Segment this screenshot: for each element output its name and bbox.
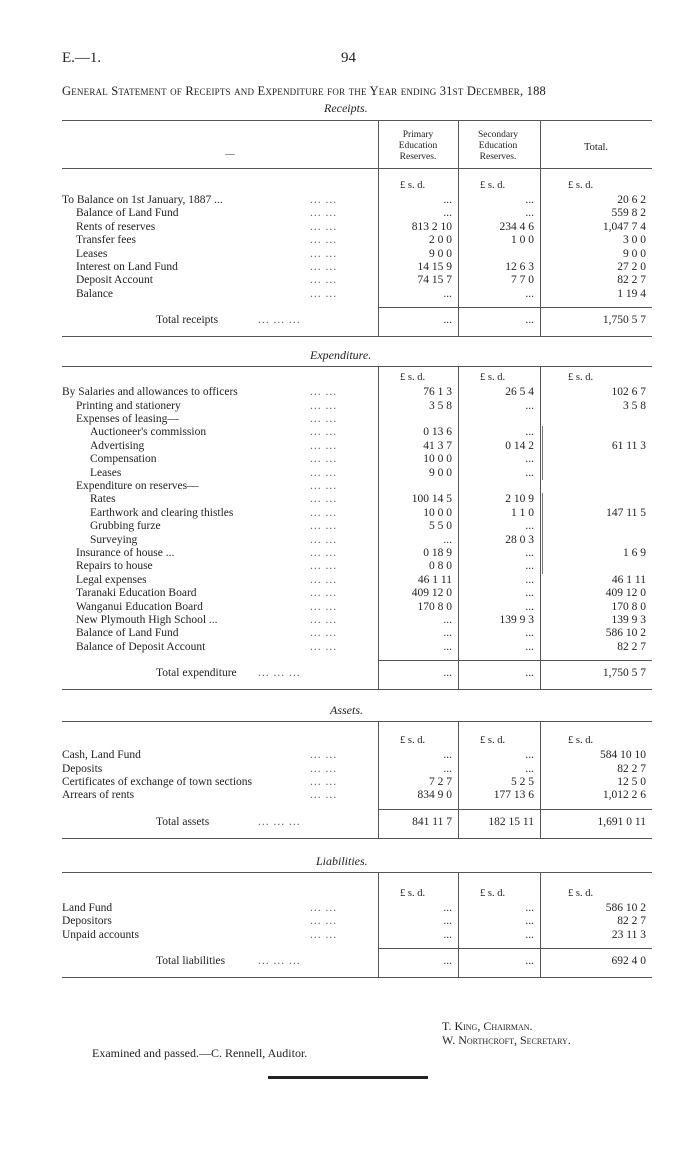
- assets-total-total: 1,691 0 11: [597, 815, 646, 828]
- expenditure-total-primary: ...: [443, 667, 452, 680]
- expenditure-top-rule: [62, 366, 652, 367]
- expenditure-row-primary: 5 5 0: [429, 520, 452, 533]
- expenditure-row-label: Earthwork and clearing thistles: [90, 506, 234, 519]
- expenditure-row-primary: ...: [443, 640, 452, 653]
- expenditure-row-total: 586 10 2: [605, 627, 646, 640]
- chairman-text: T. King, Chairman.: [442, 1019, 533, 1033]
- expenditure-row-secondary: ...: [525, 627, 534, 640]
- receipts-total-secondary: ...: [525, 314, 534, 327]
- assets-subtotal-rule: [378, 809, 652, 810]
- units-label: £ s. d.: [568, 180, 594, 191]
- dot-leader: ... ...: [310, 439, 338, 452]
- receipts-row-secondary: 7 7 0: [511, 274, 534, 287]
- liabilities-column-rule: [540, 872, 541, 977]
- dot-leader: ... ...: [310, 287, 338, 300]
- dot-leader: ... ...: [310, 533, 338, 546]
- assets-column-rule: [378, 721, 379, 838]
- dot-leader: ... ... ...: [258, 667, 301, 680]
- liabilities-row-secondary: ...: [525, 901, 534, 914]
- expenditure-row-secondary: 139 9 3: [499, 614, 534, 626]
- receipts-row-primary: 74 15 7: [417, 274, 452, 287]
- receipts-total-primary: ...: [443, 314, 452, 327]
- expenditure-title: Expenditure.: [310, 348, 372, 363]
- assets-row-total: 82 2 7: [617, 762, 646, 775]
- dot-leader: ... ...: [310, 399, 338, 412]
- liabilities-row-primary: ...: [443, 901, 452, 914]
- assets-row-primary: 7 2 7: [429, 776, 452, 788]
- receipts-row-secondary: ...: [525, 207, 534, 220]
- expenditure-row-primary: 170 8 0: [417, 600, 452, 613]
- expenditure-row-secondary: ...: [525, 453, 534, 466]
- expenditure-subtotal-rule: [378, 660, 652, 661]
- expenditure-row-secondary: ...: [525, 520, 534, 533]
- expenditure-row-total: 102 6 7: [611, 386, 646, 399]
- expenditure-row-primary: ...: [443, 614, 452, 626]
- dot-leader: ... ...: [310, 789, 338, 802]
- dot-leader: ... ...: [310, 480, 338, 492]
- expenditure-row-secondary: ...: [525, 587, 534, 600]
- receipts-row-label: Rents of reserves: [76, 220, 156, 233]
- receipts-subtotal-rule: [378, 307, 652, 308]
- expenditure-row-label: Expenses of leasing—: [76, 413, 179, 425]
- assets-total-primary: 841 11 7: [412, 815, 452, 828]
- liabilities-total-total: 692 4 0: [611, 955, 646, 967]
- receipts-row-total: 1 19 4: [617, 287, 646, 300]
- dot-leader: ... ...: [310, 453, 338, 466]
- units-label: £ s. d.: [400, 372, 426, 384]
- liabilities-row-label: Unpaid accounts: [62, 928, 139, 941]
- liabilities-title: Liabilities.: [316, 853, 368, 868]
- units-label: £ s. d.: [480, 887, 506, 899]
- document-code: E.—1.: [62, 50, 102, 66]
- assets-top-rule: [62, 721, 652, 722]
- receipts-row-total: 1,047 7 4: [602, 220, 646, 233]
- page-number: 94: [341, 50, 356, 66]
- dot-leader: ... ...: [310, 749, 338, 762]
- units-label: £ s. d.: [568, 887, 594, 899]
- liabilities-top-rule: [62, 872, 652, 873]
- liabilities-row-total: 82 2 7: [617, 915, 646, 928]
- dot-leader: ... ...: [310, 587, 338, 600]
- expenditure-row-total: 147 11 5: [606, 506, 646, 519]
- receipts-row-secondary: 234 4 6: [499, 220, 534, 233]
- expenditure-row-primary: 0 8 0: [429, 560, 452, 573]
- dot-leader: ... ...: [310, 614, 338, 626]
- expenditure-row-secondary: 28 0 3: [505, 533, 534, 546]
- dot-leader: ... ...: [310, 506, 338, 519]
- liabilities-row-primary: ...: [443, 928, 452, 941]
- expenditure-row-label: Taranaki Education Board: [76, 587, 197, 600]
- assets-row-label: Deposits: [62, 762, 103, 775]
- receipts-row-label: Balance: [76, 287, 114, 300]
- auditor-note: [92, 1046, 307, 1061]
- assets-row-total: 1,012 2 6: [602, 789, 646, 802]
- dot-leader: ... ...: [310, 901, 338, 914]
- units-label: £ s. d.: [568, 372, 594, 384]
- receipts-column-rule: [458, 120, 459, 336]
- column-header-secondary: Secondary: [477, 130, 519, 140]
- expenditure-row-label: Advertising: [90, 439, 145, 452]
- receipts-row-label: Balance of Land Fund: [76, 207, 179, 220]
- receipts-row-primary: 9 0 0: [429, 247, 452, 260]
- receipts-column-rule: [378, 120, 379, 336]
- dot-leader: ... ...: [310, 560, 338, 573]
- expenditure-row-label: Compensation: [90, 453, 157, 466]
- column-header-secondary: Reserves.: [479, 152, 517, 162]
- expenditure-row-secondary: ...: [525, 466, 534, 479]
- column-header-primary: Education: [398, 141, 438, 151]
- receipts-header-rule: [62, 168, 652, 169]
- secretary-signature: [442, 1033, 571, 1048]
- expenditure-row-label: Expenditure on reserves—: [76, 480, 199, 492]
- expenditure-row-label: Auctioneer's commission: [90, 426, 207, 439]
- liabilities-bottom-rule: [62, 977, 652, 978]
- expenditure-row-secondary: 0 14 2: [505, 439, 534, 452]
- dot-leader: ... ...: [310, 600, 338, 613]
- dot-leader: ... ...: [310, 413, 338, 425]
- expenditure-row-label: Surveying: [90, 533, 138, 546]
- reserves-group-brace: [542, 493, 543, 547]
- receipts-row-primary: ...: [443, 287, 452, 300]
- assets-bottom-rule: [62, 838, 652, 839]
- receipts-title: Receipts.: [324, 101, 368, 115]
- expenditure-total-secondary: ...: [525, 667, 534, 680]
- expenditure-row-total: 170 8 0: [611, 600, 646, 613]
- receipts-top-rule: [62, 120, 652, 121]
- dot-leader: ... ...: [310, 762, 338, 775]
- liabilities-column-rule: [458, 872, 459, 977]
- dot-leader: ... ...: [310, 247, 338, 260]
- liabilities-row-secondary: ...: [525, 928, 534, 941]
- receipts-row-secondary: 1 0 0: [511, 234, 534, 247]
- liabilities-row-label: Land Fund: [62, 901, 113, 914]
- expenditure-row-total: 61 11 3: [611, 439, 646, 452]
- expenditure-row-total: 139 9 3: [611, 614, 646, 626]
- expenditure-row-primary: 10 0 0: [423, 506, 452, 519]
- expenditure-row-label: Printing and stationery: [76, 399, 181, 412]
- liabilities-subtotal-rule: [378, 948, 652, 949]
- assets-row-secondary: ...: [525, 749, 534, 762]
- dot-leader: ... ...: [310, 426, 338, 439]
- expenditure-row-label: Insurance of house ...: [76, 547, 175, 559]
- assets-row-secondary: 177 13 6: [493, 789, 534, 802]
- dot-leader: ... ...: [310, 274, 338, 287]
- receipts-row-total: 27 2 0: [617, 261, 646, 273]
- expenditure-row-primary: ...: [443, 533, 452, 546]
- receipts-column-rule: [540, 120, 541, 336]
- receipts-row-secondary: ...: [525, 287, 534, 300]
- secretary-text: W. Northcroft, Secretary.: [442, 1033, 571, 1047]
- dot-leader: ... ...: [310, 915, 338, 928]
- expenditure-row-secondary: ...: [525, 399, 534, 412]
- dot-leader: ... ... ...: [258, 314, 301, 327]
- receipts-row-total: 3 0 0: [623, 234, 646, 247]
- receipts-row-label: Deposit Account: [76, 274, 153, 287]
- expenditure-column-rule: [458, 366, 459, 689]
- dot-leader: ... ...: [310, 234, 338, 247]
- expenditure-row-total: 409 12 0: [605, 587, 646, 600]
- units-label: £ s. d.: [400, 180, 426, 191]
- assets-row-total: 584 10 10: [600, 749, 646, 762]
- dot-leader: ... ...: [310, 207, 338, 220]
- column-header-blank: —: [225, 150, 235, 160]
- expenditure-row-label: Legal expenses: [76, 573, 147, 586]
- assets-row-label: Cash, Land Fund: [62, 749, 141, 762]
- receipts-row-label: Leases: [76, 247, 108, 260]
- assets-title: Assets.: [330, 703, 363, 718]
- expenditure-row-label: Balance of Deposit Account: [76, 640, 206, 653]
- dot-leader: ... ...: [310, 573, 338, 586]
- closing-rule: [268, 1076, 428, 1079]
- liabilities-row-primary: ...: [443, 915, 452, 928]
- units-label: £ s. d.: [480, 735, 506, 747]
- expenditure-row-label: Leases: [90, 466, 122, 479]
- expenditure-row-label: New Plymouth High School ...: [76, 614, 218, 626]
- receipts-row-total: 559 8 2: [611, 207, 646, 220]
- column-header-secondary: Education: [478, 141, 518, 151]
- dot-leader: ... ...: [310, 493, 338, 506]
- receipts-row-label: To Balance on 1st January, 1887 ...: [62, 194, 223, 206]
- expenditure-row-label: Grubbing furze: [90, 520, 161, 533]
- expenditure-row-primary: 0 18 9: [423, 547, 452, 559]
- dot-leader: ... ...: [310, 928, 338, 941]
- dot-leader: ... ...: [310, 386, 338, 399]
- units-label: £ s. d.: [568, 735, 594, 747]
- expenditure-row-label: Rates: [90, 493, 116, 506]
- dot-leader: ... ... ...: [258, 955, 301, 967]
- dot-leader: ... ...: [310, 776, 338, 788]
- receipts-row-secondary: 12 6 3: [505, 261, 534, 273]
- units-label: £ s. d.: [480, 180, 506, 191]
- expenditure-row-primary: 76 1 3: [423, 386, 452, 399]
- dot-leader: ... ...: [310, 520, 338, 533]
- expenditure-row-secondary: ...: [525, 640, 534, 653]
- receipts-row-primary: 14 15 9: [417, 261, 452, 273]
- receipts-row-label: Interest on Land Fund: [76, 261, 178, 273]
- assets-row-primary: 834 9 0: [417, 789, 452, 802]
- expenditure-row-primary: 10 0 0: [423, 453, 452, 466]
- column-header-primary: Reserves.: [399, 152, 437, 162]
- expenditure-row-total: 3 5 8: [623, 399, 646, 412]
- expenditure-row-secondary: ...: [525, 560, 534, 573]
- expenditure-row-total: 82 2 7: [617, 640, 646, 653]
- auditor-text: Examined and passed.—C. Rennell, Auditor.: [92, 1046, 308, 1060]
- units-label: £ s. d.: [480, 372, 506, 384]
- expenditure-row-label: Repairs to house: [76, 560, 153, 573]
- liabilities-row-label: Depositors: [62, 915, 112, 928]
- expenditure-row-label: Wanganui Education Board: [76, 600, 203, 613]
- liabilities-row-total: 586 10 2: [605, 901, 646, 914]
- liabilities-row-secondary: ...: [525, 915, 534, 928]
- assets-column-rule: [458, 721, 459, 838]
- expenditure-row-label: Balance of Land Fund: [76, 627, 179, 640]
- expenditure-total-label: Total expenditure: [156, 667, 237, 680]
- expenditure-total-total: 1,750 5 7: [602, 667, 646, 680]
- statement-title: General Statement of Receipts and Expenditure for the Year ending 31st December, 188: [62, 84, 546, 98]
- expenditure-row-primary: 0 13 6: [423, 426, 452, 439]
- expenditure-row-secondary: 2 10 9: [505, 493, 534, 506]
- chairman-signature: [442, 1019, 533, 1034]
- receipts-row-primary: 2 0 0: [429, 234, 452, 247]
- expenditure-row-total: 1 6 9: [623, 547, 646, 559]
- expenditure-row-secondary: ...: [525, 547, 534, 559]
- expenditure-row-secondary: ...: [525, 600, 534, 613]
- expenditure-row-secondary: ...: [525, 426, 534, 439]
- dot-leader: ... ...: [310, 261, 338, 273]
- liabilities-total-secondary: ...: [525, 955, 534, 967]
- expenditure-row-secondary: 1 1 0: [511, 506, 534, 519]
- receipts-row-primary: ...: [443, 207, 452, 220]
- assets-total-label: Total assets: [156, 815, 210, 828]
- expenditure-row-primary: ...: [443, 627, 452, 640]
- expenditure-row-secondary: 26 5 4: [505, 386, 534, 399]
- dot-leader: ... ...: [310, 627, 338, 640]
- house-group-brace: [542, 547, 543, 574]
- assets-row-label: Arrears of rents: [62, 789, 135, 802]
- receipts-total-label: Total receipts: [156, 314, 219, 327]
- assets-row-primary: ...: [443, 749, 452, 762]
- column-header-total: Total.: [583, 142, 609, 153]
- expenditure-column-rule: [540, 366, 541, 689]
- dot-leader: ... ... ...: [258, 815, 301, 828]
- expenditure-row-label: By Salaries and allowances to officers: [62, 386, 238, 399]
- receipts-row-total: 9 0 0: [623, 247, 646, 260]
- assets-row-secondary: 5 2 5: [511, 776, 534, 788]
- receipts-total-total: 1,750 5 7: [602, 314, 646, 327]
- receipts-bottom-rule: [62, 336, 652, 337]
- leasing-group-brace: [542, 426, 543, 480]
- receipts-row-label: Transfer fees: [76, 234, 136, 247]
- liabilities-column-rule: [378, 872, 379, 977]
- units-label: £ s. d.: [400, 735, 426, 747]
- assets-row-secondary: ...: [525, 762, 534, 775]
- assets-row-label: Certificates of exchange of town sections: [62, 776, 253, 788]
- dot-leader: ... ...: [310, 220, 338, 233]
- dot-leader: ... ...: [310, 547, 338, 559]
- dot-leader: ... ...: [310, 640, 338, 653]
- expenditure-row-total: 46 1 11: [611, 573, 646, 586]
- liabilities-row-total: 23 11 3: [611, 928, 646, 941]
- receipts-row-secondary: ...: [525, 194, 534, 206]
- receipts-row-total: 82 2 7: [617, 274, 646, 287]
- expenditure-column-rule: [378, 366, 379, 689]
- assets-row-total: 12 5 0: [617, 776, 646, 788]
- units-label: £ s. d.: [400, 887, 426, 899]
- expenditure-row-primary: 41 3 7: [423, 439, 452, 452]
- dot-leader: ... ...: [310, 466, 338, 479]
- dot-leader: ... ...: [310, 194, 338, 206]
- receipts-row-total: 20 6 2: [617, 194, 646, 206]
- receipts-row-primary: 813 2 10: [411, 220, 452, 233]
- assets-total-secondary: 182 15 11: [488, 815, 534, 828]
- assets-row-primary: ...: [443, 762, 452, 775]
- expenditure-row-primary: 46 1 11: [417, 573, 452, 586]
- liabilities-total-primary: ...: [443, 955, 452, 967]
- expenditure-row-secondary: ...: [525, 573, 534, 586]
- expenditure-row-primary: 409 12 0: [411, 587, 452, 600]
- assets-column-rule: [540, 721, 541, 838]
- expenditure-row-primary: 3 5 8: [429, 399, 452, 412]
- expenditure-row-primary: 9 0 0: [429, 466, 452, 479]
- expenditure-row-primary: 100 14 5: [411, 493, 452, 506]
- expenditure-bottom-rule: [62, 689, 652, 690]
- column-header-primary: Primary: [402, 130, 434, 140]
- receipts-row-primary: ...: [443, 194, 452, 206]
- liabilities-total-label: Total liabilities: [156, 955, 226, 967]
